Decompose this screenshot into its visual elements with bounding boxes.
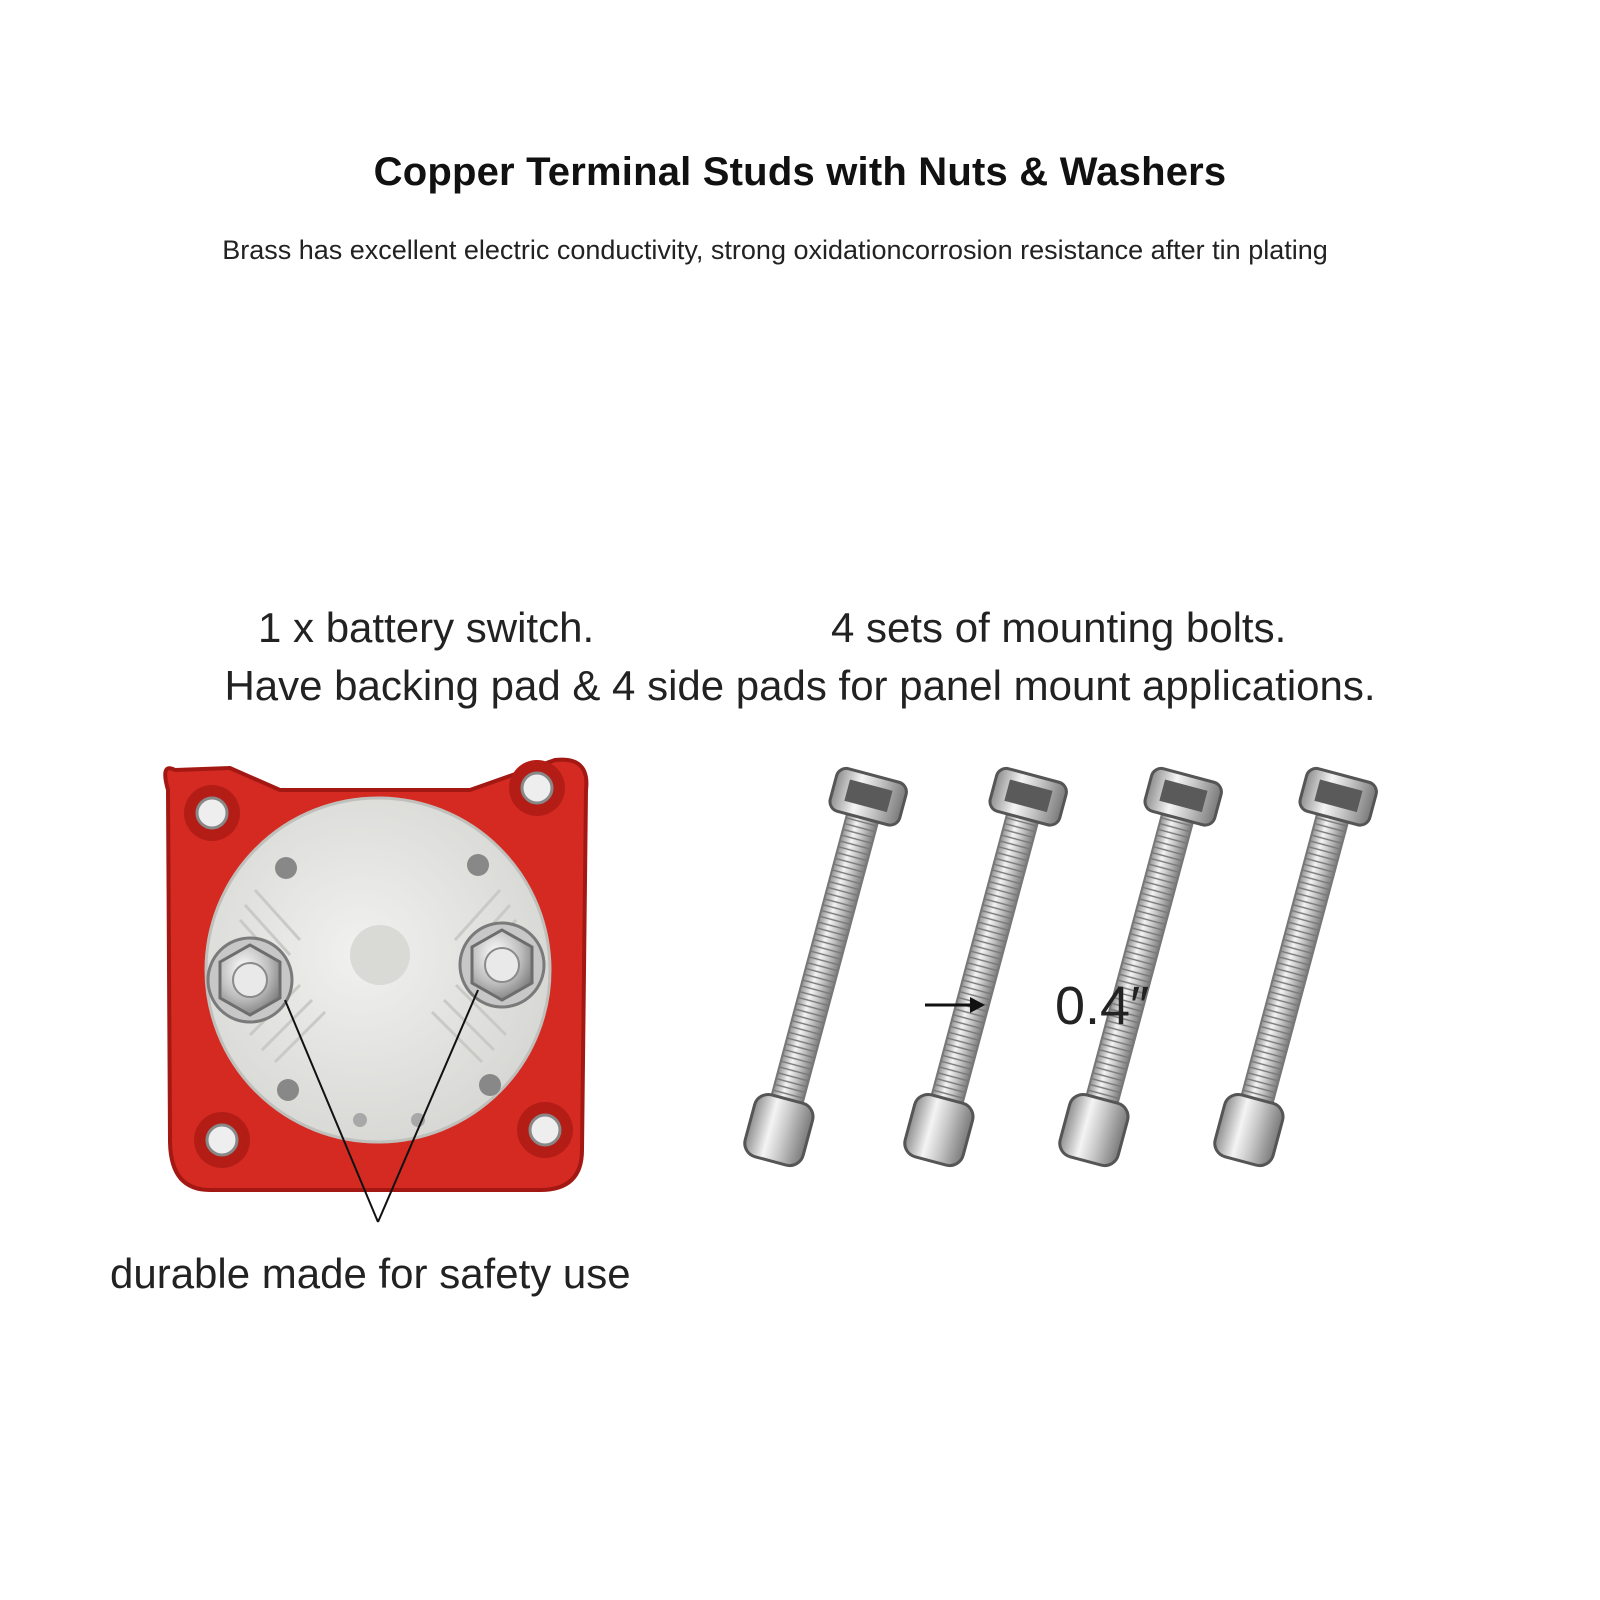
switch-caption: durable made for safety use (110, 1250, 631, 1297)
mounting-bolts-label: 4 sets of mounting bolts. (831, 604, 1287, 651)
mounting-bolt (1051, 766, 1224, 1170)
page-subtitle: Brass has excellent electric conductivity, strong oxidationcorrosion resistance after tin plating (222, 235, 1328, 265)
mounting-bolt (736, 766, 909, 1170)
mounting-bolts-image (736, 766, 1379, 1170)
page-title: Copper Terminal Studs with Nuts & Washers (373, 150, 1227, 194)
mounting-bolt (896, 766, 1069, 1170)
left-terminal-stud (208, 938, 292, 1022)
pads-note: Have backing pad & 4 side pads for panel mount applications. (224, 662, 1376, 709)
battery-switch-image (165, 760, 586, 1222)
battery-switch-label: 1 x battery switch. (258, 604, 595, 651)
right-terminal-stud (460, 923, 544, 1007)
mounting-bolt (1206, 766, 1379, 1170)
bolt-diameter-label: 0.4″ (1055, 976, 1150, 1036)
